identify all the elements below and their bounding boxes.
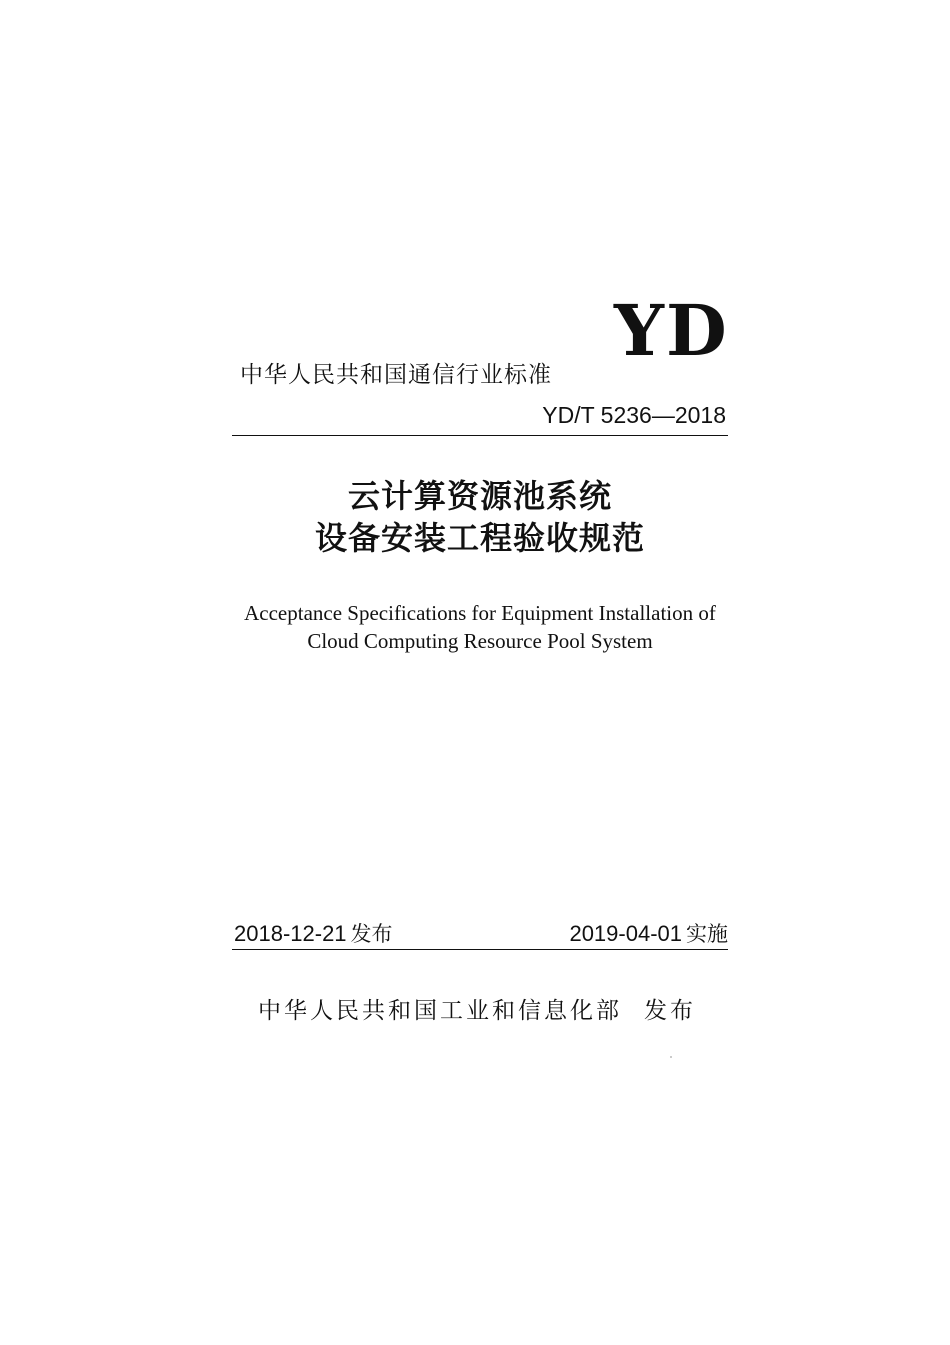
- issue-label: 发布: [350, 922, 393, 946]
- scan-speck: [670, 1056, 672, 1058]
- title-en-line1: Acceptance Specifications for Equipment Installation of: [244, 601, 716, 625]
- top-divider: [232, 435, 728, 436]
- implement-label: 实施: [686, 922, 728, 946]
- standard-category: 中华人民共和国通信行业标准: [240, 362, 552, 388]
- publisher-name: 中华人民共和国工业和信息化部: [258, 998, 622, 1024]
- issue-date: 2018-12-21: [234, 921, 347, 946]
- publisher-action: 发布: [644, 998, 696, 1024]
- bottom-divider: [232, 949, 728, 950]
- implement-date-row: [569, 918, 728, 948]
- title-cn-line2: 设备安装工程验收规范: [314, 519, 645, 557]
- publisher-line: [258, 992, 696, 1025]
- title-en-line2: Cloud Computing Resource Pool System: [307, 629, 653, 653]
- yd-logo: YD: [614, 289, 729, 372]
- issue-date-row: [234, 918, 393, 948]
- implement-date: 2019-04-01: [569, 921, 682, 946]
- title-cn-line1: 云计算资源池系统: [347, 477, 612, 515]
- standard-code: YD/T 5236—2018: [542, 402, 726, 428]
